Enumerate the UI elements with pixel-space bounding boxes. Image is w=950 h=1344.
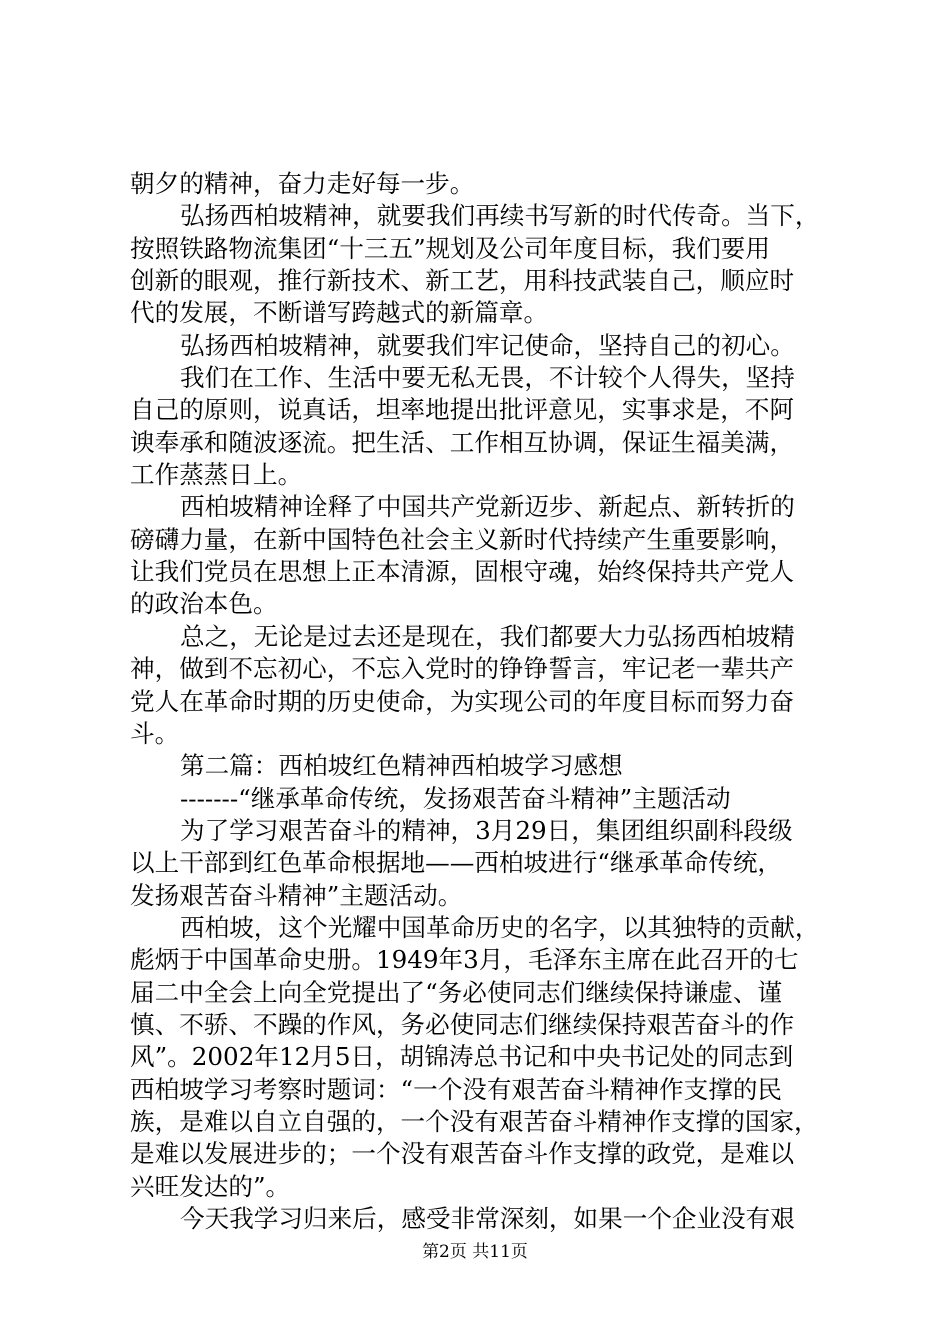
text-line: 代的发展，不断谱写跨越式的新篇章。: [130, 298, 549, 328]
text-line: 西柏坡精神诠释了中国共产党新迈步、新起点、新转折的: [180, 492, 795, 522]
text-line: 按照铁路物流集团“十三五”规划及公司年度目标，我们要用: [130, 233, 770, 263]
text-line: 神，做到不忘初心，不忘入党时的铮铮誓言，牢记老一辈共产: [130, 654, 795, 684]
text-line: 兴旺发达的”。: [130, 1171, 291, 1201]
text-line: -------“继承革命传统，发扬艰苦奋斗精神”主题活动: [180, 783, 731, 813]
text-line: 风”。2002年12月5日，胡锦涛总书记和中央书记处的同志到: [130, 1042, 794, 1072]
text-line: 届二中全会上向全党提出了“务必使同志们继续保持谦虚、谨: [130, 977, 783, 1007]
text-line: 慎、不骄、不躁的作风，务必使同志们继续保持艰苦奋斗的作: [130, 1009, 795, 1039]
text-line: 弘扬西柏坡精神，就要我们再续书写新的时代传奇。当下，: [180, 201, 820, 231]
text-line: 总之，无论是过去还是现在，我们都要大力弘扬西柏坡精: [180, 621, 795, 651]
text-line: 磅礴力量，在新中国特色社会主义新时代持续产生重要影响，: [130, 524, 795, 554]
text-line: 西柏坡，这个光耀中国革命历史的名字，以其独特的贡献，: [180, 912, 820, 942]
text-line: 谀奉承和随波逐流。把生活、工作相互协调，保证生福美满，: [130, 427, 795, 457]
text-line: 让我们党员在思想上正本清源，固根守魂，始终保持共产党人: [130, 557, 795, 587]
text-line: 创新的眼观，推行新技术、新工艺，用科技武装自己，顺应时: [130, 266, 795, 296]
text-line: 族，是难以自立自强的，一个没有艰苦奋斗精神作支撑的国家，: [130, 1106, 819, 1136]
page-number-label: 第2页 共11页: [422, 1242, 528, 1262]
text-line: 为了学习艰苦奋斗的精神，3月29日，集团组织副科段级: [180, 815, 793, 845]
page-footer: [0, 1241, 950, 1263]
text-line: 的政治本色。: [130, 589, 278, 619]
text-line: 西柏坡学习考察时题词：“一个没有艰苦奋斗精神作支撑的民: [130, 1074, 783, 1104]
text-line: 自己的原则，说真话，坦率地提出批评意见，实事求是，不阿: [130, 395, 795, 425]
text-line: 朝夕的精神，奋力走好每一步。: [130, 169, 475, 198]
document-body: [130, 168, 830, 1235]
text-line: 我们在工作、生活中要无私无畏，不计较个人得失，坚持: [180, 363, 795, 393]
text-line: 弘扬西柏坡精神，就要我们牢记使命，坚持自己的初心。: [180, 330, 795, 360]
text-line: 彪炳于中国革命史册。1949年3月，毛泽东主席在此召开的七: [130, 945, 799, 975]
text-line: 斗。: [130, 718, 180, 748]
text-line: 以上干部到红色革命根据地——西柏坡进行“继承革命传统，: [130, 848, 783, 878]
text-line: 工作蒸蒸日上。: [130, 460, 303, 490]
text-line: 党人在革命时期的历史使命，为实现公司的年度目标而努力奋: [130, 686, 795, 716]
text-line: 发扬艰苦奋斗精神”主题活动。: [130, 880, 463, 910]
text-line: 今天我学习归来后，感受非常深刻，如果一个企业没有艰: [180, 1204, 795, 1233]
text-line: 是难以发展进步的；一个没有艰苦奋斗作支撑的政党，是难以: [130, 1139, 795, 1169]
text-line: 第二篇：西柏坡红色精神西柏坡学习感想: [180, 751, 623, 781]
